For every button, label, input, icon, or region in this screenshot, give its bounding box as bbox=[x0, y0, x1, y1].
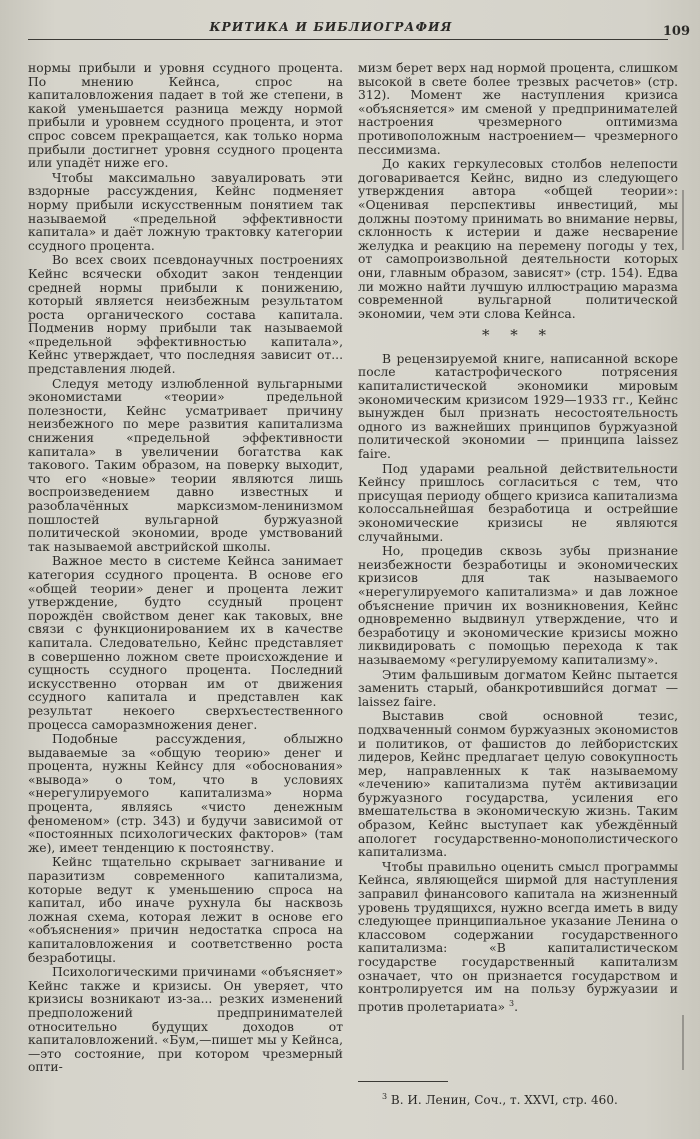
paragraph: Чтобы максимально завуалировать эти вздорные рассуждения, Кейнс подменяет норму прибыли искусственным понятием так называемой «предельной эффективности капитала» и даёт ложную трактовку категории ссудного процента. bbox=[28, 170, 343, 253]
paragraph: Во всех своих псевдонаучных построениях Кейнс всячески обходит закон тенденции средней нормы прибыли к понижению, который является неизбежным результатом роста органического состава капитала. Подменив норму прибыли так называемой «предельной эффективностью капитала», Кейнс утверждает, что последняя зависит от... представления людей. bbox=[28, 253, 343, 377]
page-number: 109 bbox=[662, 24, 690, 39]
paragraph-text: Чтобы правильно оценить смысл программы Кейнса, являющейся ширмой для наступления заправил финансового капитала на жизненный уровень трудящихся, нужно всегда иметь в виду следующее принципиальное указание Ленина о классовом содержании государственного капитализма: «В капиталистическом государстве государственный капитализм означает, что он признается государством и контролируется им на пользу буржуазии и против пролетариата» bbox=[358, 859, 678, 1014]
section-separator: * * * bbox=[481, 326, 555, 345]
footnote-rule bbox=[358, 1081, 448, 1082]
paragraph: Психологическими причинами «объясняет» Кейнс также и кризисы. Он уверяет, что кризисы возникают из-за... резких изменений предположений предпринимателей относительно будущих доходов от капиталовложений. «Бум,—пишет мы у Кейнса,—это состояние, при котором чрезмерный опти- bbox=[28, 965, 343, 1075]
paragraph: До каких геркулесовых столбов нелепости договаривается Кейнс, видно из следующего утверждения автора «общей теории»: «Оценивая перспективы инвестиций, мы должны поэтому принимать во внимание нервы, склонность к истерии и даже несварение желудка и реакцию на перемену погоды у тех, от самопроизвольной деятельности которых они, главным образом, зависят» (стр. 154). Едва ли можно найти лучшую иллюстрацию маразма современной вульгарной политической экономии, чем эти слова Кейнса. bbox=[358, 157, 678, 321]
footnote-text: В. И. Ленин, Соч., т. XXVI, стр. 460. bbox=[390, 1093, 618, 1107]
paragraph: Этим фальшивым догматом Кейнс пытается заменить старый, обанкротившийся догмат — laissez faire. bbox=[358, 667, 678, 709]
paragraph: В рецензируемой книге, написанной вскоре после катастрофического потрясения капиталистической экономики мировым экономическим кризисом 1929—1933 гг., Кейнс вынужден был признать несостоятельность одного из важнейших принципов буржуазной политической экономии — принципа laissez faire. bbox=[358, 351, 678, 462]
paragraph: нормы прибыли и уровня ссудного процента. По мнению Кейнса, спрос на капиталовложения падает в той же степени, в какой уменьшается разница между нормой прибыли и уровнем ссудного процента, и этот спрос совсем прекращается, как только норма прибыли достигнет уровня ссудного процента или упадёт ниже его. bbox=[28, 61, 343, 171]
footnote-marker: 3 bbox=[382, 1092, 388, 1101]
paragraph-with-footnote-ref: Чтобы правильно оценить смысл программы Кейнса, являющейся ширмой для наступления заправил финансового капитала на жизненный уровень трудящихся, нужно всегда иметь в виду следующее принципиальное указание Ленина о классовом содержании государственного капитализма: «В капиталистическом государстве государственный капитализм означает, что он признается государством и контролируется им на пользу буржуазии и против пролетариата» $^3$. bbox=[358, 859, 678, 1014]
running-title: КРИТИКА И БИБЛИОГРАФИЯ bbox=[209, 20, 453, 34]
paragraph: Но, процедив сквозь зубы признание неизбежности безработицы и экономических кризисов для так называемого «нерегулируемого капитализма» и дав ложное объяснение причин их возникновения, Кейнс одновременно выдвинул утверждение, что и безработицу и экономические кризисы можно ликвидировать с помощью перехода к так называемому «регулируемому капитализму». bbox=[358, 544, 678, 667]
paragraph: Под ударами реальной действительности Кейнсу пришлось согласиться с тем, что присущая периоду общего кризиса капитализма колоссальнейшая безработица и острейшие экономические кризисы не являются случайными. bbox=[358, 461, 678, 544]
header-rule bbox=[28, 39, 668, 40]
right-column bbox=[358, 62, 678, 1014]
paragraph: Подобные рассуждения, облыжно выдаваемые за «общую теорию» денег и процента, нужны Кейнсу для «обоснования» «вывода» о том, что в условиях «нерегулируемого капитализма» норма процента, являясь «чисто денежным феноменом» (стр. 343) и будучи зависимой от «постоянных психологических факторов» (там же), имеет тенденцию к постоянству. bbox=[28, 732, 343, 855]
paragraph: Кейнс тщательно скрывает загнивание и паразитизм современного капитализма, которые ведут к уменьшению спроса на капитал, ибо иначе рухнула бы насквозь ложная схема, которая лежит в основе его «объяснения» причин недостатка спроса на капиталовложения и соответственно роста безработицы. bbox=[28, 855, 343, 965]
left-column bbox=[28, 62, 343, 1075]
paragraph: Следуя методу излюбленной вульгарными экономистами «теории» предельной полезности, Кейнс усматривает причину неизбежного по мере развития капитализма снижения «предельной эффективности капитала» в увеличении богатства как такового. Таким образом, на поверку выходит, что его «новые» теории являются лишь воспроизведением давно известных и разоблачённых марксизмом-ленинизмом пошлостей вульгарной буржуазной политической экономии, вроде умствований так называемой австрийской школы. bbox=[28, 376, 343, 554]
footnote bbox=[382, 1092, 618, 1107]
paragraph: мизм берет верх над нормой процента, слишком высокой в свете более трезвых расчетов» (стр. 312). Момент же наступления кризиса «объясняется» им сменой у предпринимателей настроения чрезмерного оптимизма противоположным настроением— чрезмерного пессимизма. bbox=[358, 61, 678, 157]
scan-pencil-mark bbox=[682, 190, 684, 250]
paragraph: Важное место в системе Кейнса занимает категория ссудного процента. В основе его «общей теории» денег и процента лежит утверждение, будто ссудный процент порождён свойством денег как таковых, вне связи с функционированием их в качестве капитала. Следовательно, Кейнс представляет в совершенно ложном свете происхождение и сущность ссудного процента. Последний искусственно оторван им от движения ссудного капитала и представлен как результат некоего сверхъестественного процесса саморазмножения денег. bbox=[28, 554, 343, 732]
paragraph: Выставив свой основной тезис, подхваченный сонмом буржуазных экономистов и политиков, от фашистов до лейбористских лидеров, Кейнс предлагает целую совокупность мер, направленных к так называемому «лечению» капитализма путём активизации буржуазного государства, усиления его вмешательства в экономическую жизнь. Таким образом, Кейнс выступает как убеждённый апологет государственно-монополистического капитализма. bbox=[358, 709, 678, 860]
scan-pencil-mark bbox=[682, 1015, 684, 1070]
footnote-reference: 3 bbox=[508, 998, 515, 1008]
